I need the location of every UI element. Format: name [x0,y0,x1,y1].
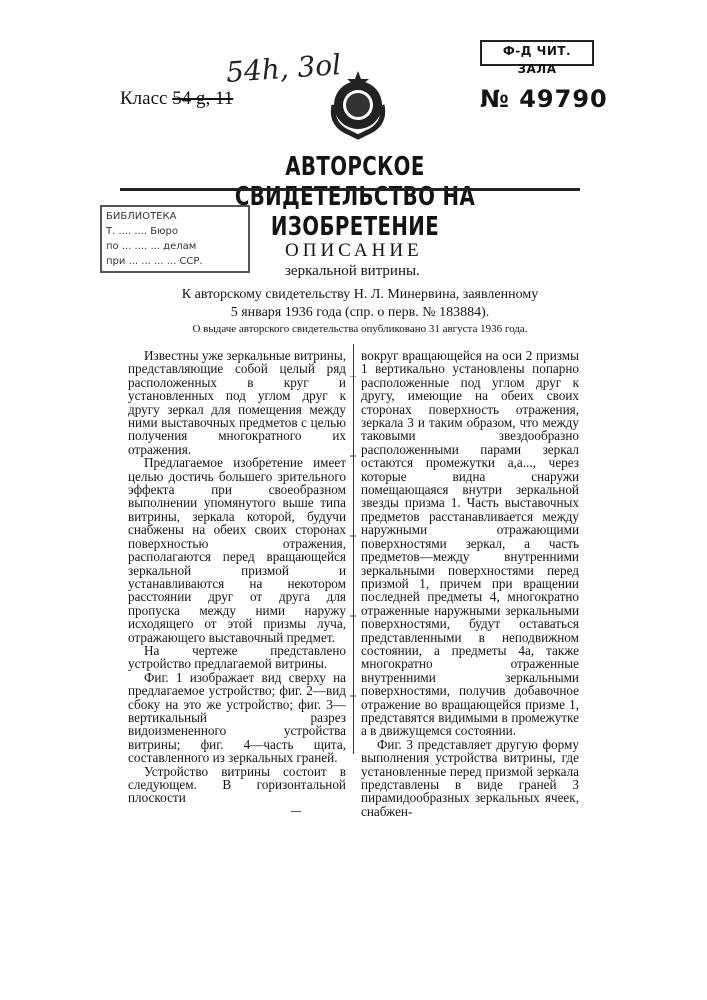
paragraph: вокруг вращающейся на оси 2 призмы 1 вертикально установлены попарно расположенные под углом друг к другу, имеющие на обеих своих сторонах поверхность отражения, зеркала 3 и таким образом, что между таковыми звездообразно расположенными парами зеркал остаются промежутки a,a..., через которые видна снаружи помещающаяся внутри зеркальной звезды призма 1. Часть выставочных предметов расстанавливается между наружными отражающими поверхностями зеркал, а часть предметов—между внутренними зеркальными поверхностями перед призмой 1, причем при вращении последней предметы 4, многократно отраженные наружными зеркальными поверхностями, будут оставаться представленными в неподвижном состоянии, а предметы 4a, также многократно отраженные внутренними зеркальными поверхностями, получив добавочное отражение во вращающейся призме 1, представятся видимыми в промежутке a в движущемся состоянии. [361,349,579,738]
paragraph: На чертеже представлено устройство предлагаемой витрины. [128,644,346,671]
author-reference-line-2: 5 января 1936 года (спр. о перв. № 183884). [140,305,580,321]
handwritten-class-note: 54h, 3ol [225,48,342,89]
description-heading: ОПИСАНИЕ [285,240,423,262]
state-emblem-icon [320,65,396,141]
class-value: 54 g, 11 [172,88,233,109]
document-title: АВТОРСКОЕ СВИДЕТЕЛЬСТВО НА ИЗОБРЕТЕНИЕ [192,152,519,242]
author-reference-line-1: К авторскому свидетельству Н. Л. Минервина, заявленному [140,287,580,303]
footer-dash [291,811,301,812]
class-prefix: Класс [120,88,167,109]
library-stamp-line: БИБЛИОТЕКА [106,209,244,224]
description-subtitle: зеркальной витрины. [285,263,420,280]
publication-date: О выдаче авторского свидетельства опубликовано 31 августа 1936 года. [140,323,580,335]
patent-number: № 49790 [480,85,608,113]
paragraph: Устройство витрины состоит в следующем. В горизонтальной плоскости [128,765,346,805]
library-stamp-line: Т. .... .... Бюро [106,224,244,239]
paragraph: Фиг. 3 представляет другую форму выполнения устройства витрины, где установленные перед призмой зеркала представлены в виде граней 3 пирамидообразных зеркальных ячеек, снабжен- [361,738,579,818]
class-label [120,88,233,110]
paragraph: Известны уже зеркальные витрины, представляющие собой целый ряд расположенных в круг и установленных под углом друг к другу зеркал для помещения между ними выставочных предметов с целью получения многократного их отражения. [128,349,346,456]
reading-room-stamp: Ф-Д ЧИТ. ЗАЛА [480,40,594,66]
library-stamp-line: при ... ... ... ... ССР. [106,254,244,269]
library-stamp-line: по ... .... ... делам [106,239,244,254]
paragraph: Фиг. 1 изображает вид сверху на предлагаемое устройство; фиг. 2—вид сбоку на это же устройство; фиг. 3—вертикальный разрез видоизмененного устройства витрины; фиг. 4—часть щита, составленного из зеркальных граней. [128,671,346,765]
library-stamp [100,205,250,273]
title-rule [120,188,580,191]
paragraph: Предлагаемое изобретение имеет целью достичь большего зрительного эффекта при своеобразном выполнении упомянутого выше типа витрины, зеркала которой, будучи снабжены на обеих своих сторонах поверхностью отражения, располагаются перед вращающейся зеркальной призмой и устанавливаются на некотором расстоянии друг от друга для пропуска между ними наружу исходящего от этой призмы луча, отражающего выставочный предмет. [128,456,346,644]
body-column-left [128,349,346,805]
body-column-right [361,349,579,818]
